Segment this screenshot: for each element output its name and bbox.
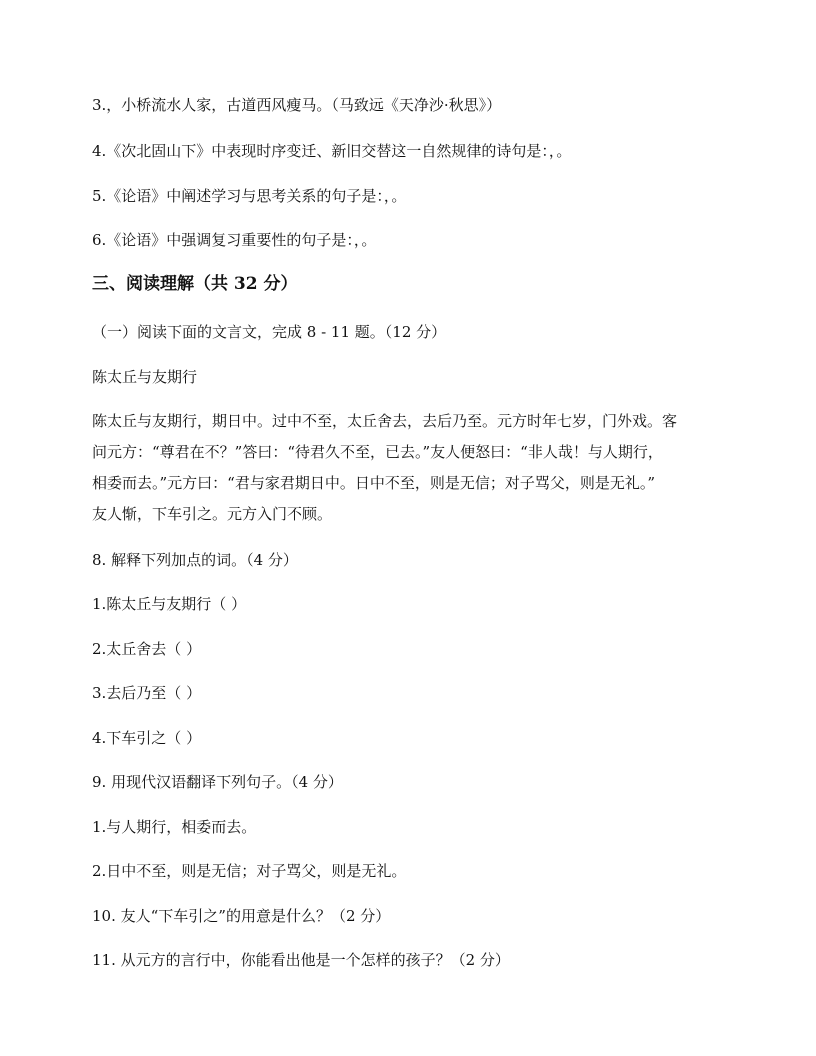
poem-item-6: 6.《论语》中强调复习重要性的句子是：，。: [92, 231, 377, 249]
passage-text: [92, 406, 732, 530]
question-9-item-1: 1.与人期行，相委而去。: [92, 818, 257, 836]
passage-line: 陈太丘与友期行，期日中。过中不至，太丘舍去，去后乃至。元方时年七岁，门外戏。客: [92, 412, 678, 430]
question-9-item-2: 2.日中不至，则是无信；对子骂父，则是无礼。: [92, 862, 407, 880]
question-9: 9. 用现代汉语翻译下列句子。（4 分）: [92, 773, 343, 791]
question-8: 8. 解释下列加点的词。（4 分）: [92, 551, 298, 569]
passage-line: 友人惭，下车引之。元方入门不顾。: [92, 505, 333, 523]
question-8-item-3: 3.去后乃至（ ）: [92, 684, 202, 702]
passage-line: 问元方：“尊君在不？”答曰：“待君久不至，已去。”友人便怒曰：“非人哉！与人期行，: [92, 443, 663, 461]
question-8-item-1: 1.陈太丘与友期行（ ）: [92, 595, 247, 613]
section-heading: 三、阅读理解（共 32 分）: [92, 274, 298, 294]
poem-item-4: 4.《次北固山下》中表现时序变迁、新旧交替这一自然规律的诗句是：，。: [92, 142, 572, 160]
question-8-item-2: 2.太丘舍去（ ）: [92, 640, 202, 658]
question-8-item-4: 4.下车引之（ ）: [92, 729, 202, 747]
question-11: 11. 从元方的言行中，你能看出他是一个怎样的孩子？（2 分）: [92, 951, 510, 969]
passage-line: 相委而去。”元方曰：“君与家君期日中。日中不至，则是无信；对子骂父，则是无礼。”: [92, 474, 656, 492]
question-10: 10. 友人“下车引之”的用意是什么？（2 分）: [92, 907, 391, 925]
poem-item-3: 3.，小桥流水人家，古道西风瘦马。（马致远《天净沙·秋思》）: [92, 96, 502, 114]
poem-item-5: 5.《论语》中阐述学习与思考关系的句子是：，。: [92, 187, 407, 205]
subsection-instruction: （一）阅读下面的文言文，完成 8 - 11 题。（12 分）: [92, 323, 447, 341]
passage-title: 陈太丘与友期行: [92, 368, 198, 386]
